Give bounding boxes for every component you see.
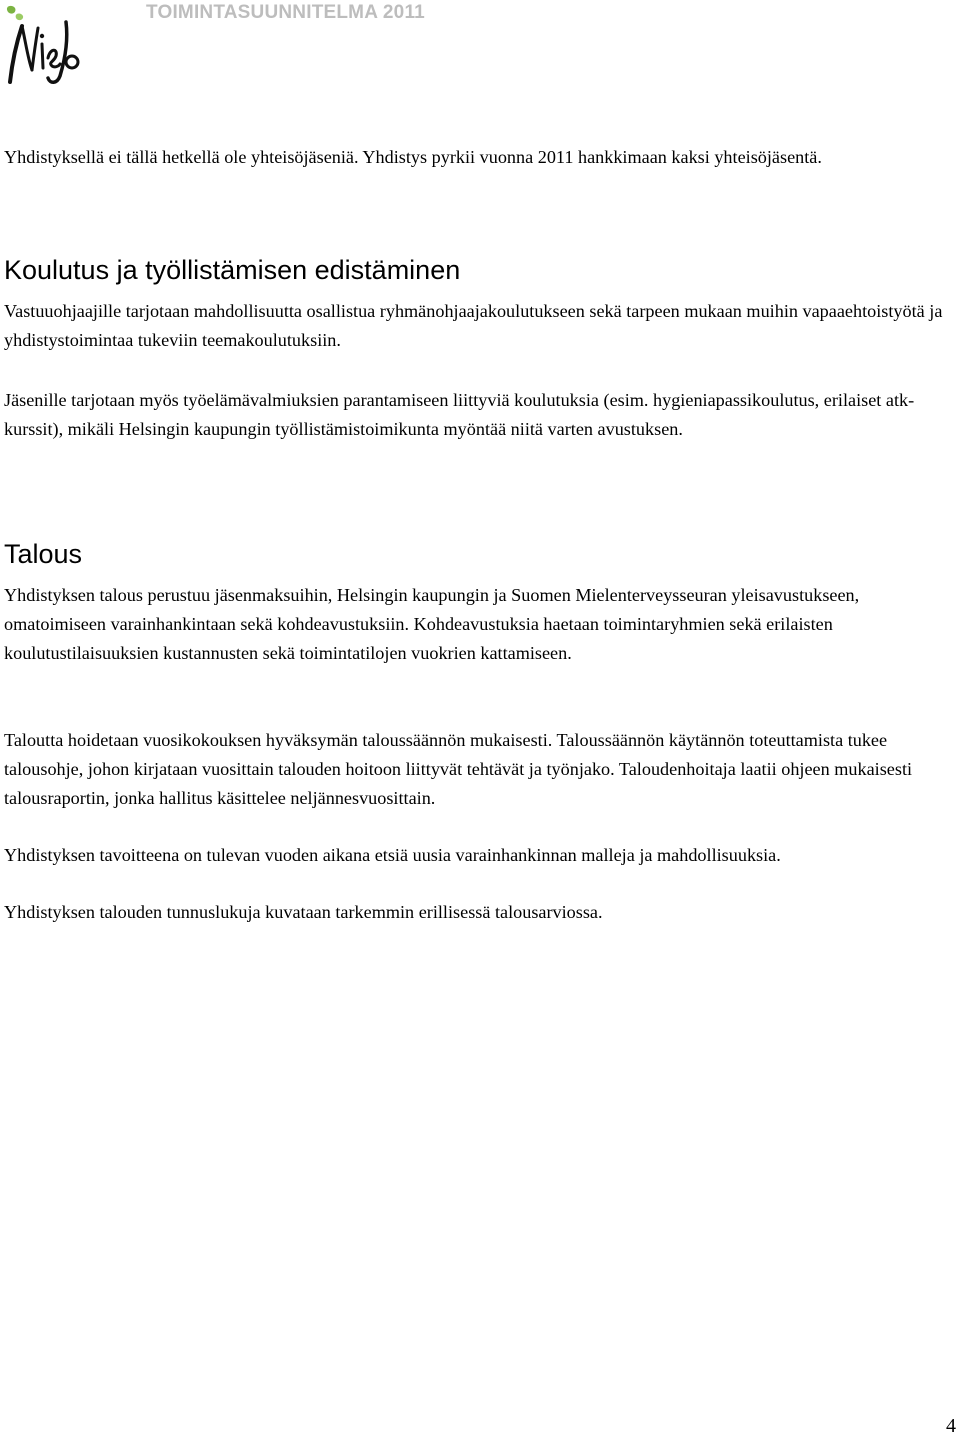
training-paragraph-2: Jäsenille tarjotaan myös työelämävalmiuksien parantamiseen liittyviä koulutuksia (esim. hygieniapassikoulutus, erilaiset atk-kurssit), mikäli Helsingin kaupungin työllistämistoimikunta myöntää niitä varten avustuksen.: [4, 390, 915, 439]
section-heading-training: Koulutus ja työllistämisen edistäminen: [4, 255, 461, 285]
finance-paragraph-3: Yhdistyksen tavoitteena on tulevan vuoden aikana etsiä uusia varainhankinnan malleja ja mahdollisuuksia.: [4, 845, 781, 865]
section-heading-finance: Talous: [4, 539, 83, 569]
logo-leaf-icon: [7, 6, 16, 14]
finance-paragraph-1: Yhdistyksen talous perustuu jäsenmaksuihin, Helsingin kaupungin ja Suomen Mielenterveysseuran yleisavustukseen, omatoimiseen varainhankintaan sekä kohdeavustuksiin. Kohdeavustuksia haetaan toimintaryhmien sekä erilaisten koulutustilaisuuksien kustannusten sekä toimintatilojen vuokrien kattamiseen.: [4, 585, 860, 663]
logo-leaf-icon: [16, 14, 23, 21]
intro-paragraph: Yhdistyksellä ei tällä hetkellä ole yhteisöjäseniä. Yhdistys pyrkii vuonna 2011 hankkimaan kaksi yhteisöjäsentä.: [4, 147, 822, 167]
finance-paragraph-4: Yhdistyksen talouden tunnuslukuja kuvataan tarkemmin erillisessä talousarviossa.: [4, 902, 603, 922]
page-number: 4: [946, 1415, 956, 1437]
niejo-logo: [2, 4, 80, 88]
finance-paragraph-2: Taloutta hoidetaan vuosikokouksen hyväksymän taloussäännön mukaisesti. Taloussäännön käytännön toteuttamista tukee talousohje, johon kirjataan vuosittain talouden hoitoon liittyvät tehtävät ja työnjako. Taloudenhoitaja laatii ohjeen mukaisesti talousraportin, jonka hallitus käsittelee neljännesvuosittain.: [4, 730, 913, 808]
document-header-title: TOIMINTASUUNNITELMA 2011: [146, 2, 425, 23]
training-paragraph-1: Vastuuohjaajille tarjotaan mahdollisuutta osallistua ryhmänohjaajakoulutukseen sekä tarpeen mukaan muihin vapaaehtoistyötä ja yhdistystoimintaa tukeviin teemakoulutuksiin.: [4, 301, 943, 350]
